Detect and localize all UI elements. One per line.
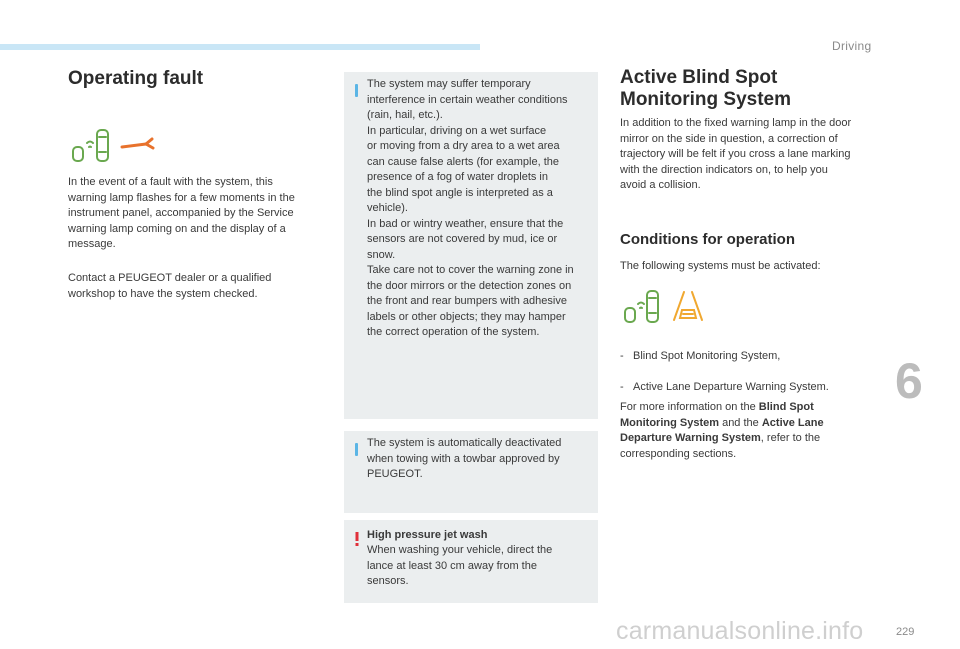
conditions-intro: The following systems must be activated: [620,260,821,272]
info-box-weather [344,72,598,419]
more-info-paragraph: For more information on the Blind Spot Monitoring System and the Active Lane Departure Warning System, refer to the corresponding sections. [620,401,824,460]
blind-spot-monitoring-icon [625,291,658,322]
chapter-number: 6 [895,353,923,409]
active-blind-spot-title: Active Blind Spot Monitoring System [620,67,792,110]
info-box-weather-text: The system may suffer temporary interference in certain weather conditions (rain, hail, etc.). In particular, driving on a wet surface or moving from a dry area to a wet area can cause false alerts (for example, the presence of a fog of water droplets in the blind spot angle is interpreted as a vehicle). In bad or wintry weather, ensure that the sensors are not covered by mud, ice or snow. Take care not to cover the warning zone in the door mirrors or the detection zones on the front and rear bumpers with adhesive labels or other objects; they may hamper the correct operation of the system. [367,78,574,338]
list-item: - Blind Spot Monitoring System, [620,349,781,362]
active-blind-spot-intro: In addition to the fixed warning lamp in the door mirror on the side in question, a correction of trajectory will be felt if you cross a lane marking with the direction indicators on, to help you avoid a collision. [620,117,852,191]
list-item: - Active Lane Departure Warning System. [620,380,829,393]
warning-box-text: When washing your vehicle, direct the lance at least 30 cm away from the sensors. [367,544,553,587]
warning-box-jet-wash [344,520,598,603]
page-number: 229 [896,626,915,638]
chapter-label: Driving [832,39,872,53]
lane-departure-warning-icon [674,292,702,320]
condition-icons [622,288,707,326]
warning-exclamation-icon [355,532,359,546]
fault-paragraph-1: In the event of a fault with the system, this warning lamp flashes for a few moments in the instrument panel, accompanied by the Service warning lamp coming on and the display of a message. [68,176,295,250]
watermark: carmanualsonline.info [616,617,864,645]
info-box-towing-text: The system is automatically deactivated when towing with a towbar approved by PEUGEOT. [367,437,562,480]
header-bar [0,44,480,50]
conditions-list [620,333,882,411]
conditions-title: Conditions for operation [620,231,795,248]
warning-icons [70,127,160,167]
info-box-towing [344,431,598,513]
info-marker-icon [355,443,358,456]
fault-paragraph-2: Contact a PEUGEOT dealer or a qualified workshop to have the system checked. [68,272,272,300]
warning-box-title: High pressure jet wash [367,529,488,541]
blind-spot-warning-icon [73,130,108,161]
operating-fault-title: Operating fault [68,68,204,89]
info-marker-icon [355,84,358,97]
wrench-service-icon [122,139,153,148]
